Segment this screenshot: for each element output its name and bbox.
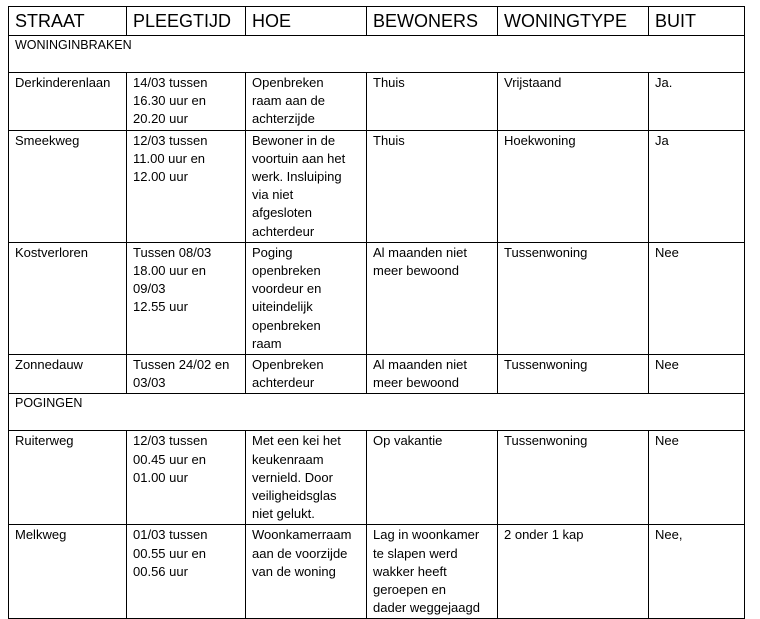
cell-text-line: achterdeur <box>252 223 315 239</box>
cell-text-line: achterdeur <box>252 375 315 391</box>
cell-hoe <box>246 431 367 525</box>
cell-buit <box>649 242 745 354</box>
cell-text-line: 11.00 uur en <box>133 150 206 166</box>
cell-text-line: openbreken <box>252 263 321 279</box>
cell-text-line: 16.30 uur en <box>133 93 207 109</box>
cell-text-line: Nee <box>655 357 679 373</box>
table-row <box>9 355 745 394</box>
cell-text-line: achterzijde <box>252 111 315 127</box>
cell-text-line: 12.00 uur <box>133 169 188 185</box>
header-hoe: HOE <box>246 7 367 36</box>
cell-text-line: dader weggejaagd <box>373 600 480 616</box>
cell-text-line: 00.45 uur en <box>133 451 207 467</box>
cell-buit <box>649 525 745 619</box>
cell-text-line: Bewoner in de <box>252 132 336 148</box>
cell-text-line: meer bewoond <box>373 263 459 279</box>
section-title: WONINGINBRAKEN <box>9 36 745 73</box>
cell-text-line: Tussen 08/03 <box>133 244 212 260</box>
cell-buit <box>649 355 745 394</box>
cell-text-line: Tussenwoning <box>504 433 588 449</box>
cell-pleegtijd <box>127 73 246 131</box>
cell-text-line: 14/03 tussen <box>133 75 208 90</box>
cell-text-line: 01.00 uur <box>133 469 188 485</box>
table-row <box>9 525 745 619</box>
cell-text-line: aan de voorzijde <box>252 545 348 561</box>
cell-woningtype <box>498 355 649 394</box>
cell-text-line: 12.55 uur <box>133 299 188 315</box>
cell-text-line: Melkweg <box>15 527 67 543</box>
cell-text-line: 00.55 uur en <box>133 545 207 561</box>
cell-pleegtijd <box>127 355 246 394</box>
cell-text-line: Woonkamerraam <box>252 527 352 543</box>
cell-pleegtijd <box>127 130 246 242</box>
cell-text-line: 12/03 tussen <box>133 132 208 148</box>
cell-woningtype <box>498 73 649 131</box>
cell-text-line: wakker heeft <box>373 563 447 579</box>
cell-text-line: 18.00 uur en <box>133 263 207 279</box>
cell-text-line: Nee <box>655 244 679 260</box>
cell-text-line: Nee <box>655 433 679 449</box>
cell-hoe <box>246 525 367 619</box>
cell-text-line: voordeur en <box>252 281 322 297</box>
section-title: POGINGEN <box>9 394 745 431</box>
cell-text-line: vernield. Door <box>252 469 333 485</box>
cell-text-line: via niet <box>252 187 294 203</box>
cell-text-line: Tussenwoning <box>504 357 588 373</box>
header-row <box>9 7 745 36</box>
cell-text-line: niet gelukt. <box>252 506 315 522</box>
cell-text-line: meer bewoond <box>373 375 459 391</box>
cell-text-line: te slapen werd <box>373 545 458 561</box>
cell-woningtype <box>498 242 649 354</box>
cell-woningtype <box>498 525 649 619</box>
table-body <box>9 36 745 619</box>
cell-text-line: Tussen 24/02 en <box>133 357 230 373</box>
cell-straat <box>9 355 127 394</box>
table-row <box>9 242 745 354</box>
cell-text-line: openbreken <box>252 317 321 333</box>
cell-text-line: Smeekweg <box>15 132 80 148</box>
cell-bewoners <box>367 431 498 525</box>
cell-text-line: uiteindelijk <box>252 299 313 315</box>
cell-woningtype <box>498 431 649 525</box>
cell-straat <box>9 525 127 619</box>
cell-text-line: Tussenwoning <box>504 244 588 260</box>
cell-straat <box>9 73 127 131</box>
cell-text-line: keukenraam <box>252 451 324 467</box>
cell-text-line: Vrijstaand <box>504 75 562 90</box>
cell-bewoners <box>367 73 498 131</box>
cell-text-line: 09/03 <box>133 281 166 297</box>
cell-text-line: geroepen en <box>373 582 447 598</box>
cell-text-line: 20.20 uur <box>133 111 188 127</box>
cell-straat <box>9 130 127 242</box>
cell-bewoners <box>367 355 498 394</box>
table-row <box>9 431 745 525</box>
cell-text-line: 01/03 tussen <box>133 527 208 543</box>
cell-text-line: Hoekwoning <box>504 132 576 148</box>
cell-woningtype <box>498 130 649 242</box>
cell-text-line: voortuin aan het <box>252 150 346 166</box>
cell-text-line: raam <box>252 335 282 351</box>
header-pleegtijd: PLEEGTIJD <box>127 7 246 36</box>
cell-text-line: 03/03 <box>133 375 166 391</box>
header-buit: BUIT <box>649 7 745 36</box>
cell-text-line: Ja. <box>655 75 673 90</box>
cell-text-line: Openbreken <box>252 75 324 90</box>
cell-pleegtijd <box>127 242 246 354</box>
cell-text-line: 2 onder 1 kap <box>504 527 584 543</box>
cell-straat <box>9 242 127 354</box>
cell-hoe <box>246 130 367 242</box>
cell-text-line: 00.56 uur <box>133 563 188 579</box>
cell-bewoners <box>367 525 498 619</box>
cell-pleegtijd <box>127 525 246 619</box>
cell-text-line: Op vakantie <box>373 433 443 449</box>
cell-hoe <box>246 355 367 394</box>
cell-buit <box>649 130 745 242</box>
table-row <box>9 130 745 242</box>
cell-text-line: afgesloten <box>252 205 312 221</box>
cell-text-line: raam aan de <box>252 93 325 109</box>
section-row <box>9 394 745 431</box>
cell-text-line: Ruiterweg <box>15 433 74 449</box>
cell-text-line: Met een kei het <box>252 433 341 449</box>
cell-straat <box>9 431 127 525</box>
cell-text-line: van de woning <box>252 563 336 579</box>
cell-hoe <box>246 73 367 131</box>
cell-text-line: Poging <box>252 244 293 260</box>
incident-table <box>8 6 745 619</box>
cell-pleegtijd <box>127 431 246 525</box>
header-straat: STRAAT <box>9 7 127 36</box>
cell-text-line: Nee, <box>655 527 683 543</box>
cell-text-line: Openbreken <box>252 357 324 373</box>
cell-text-line: Al maanden niet <box>373 244 467 260</box>
section-row <box>9 36 745 73</box>
cell-text-line: werk. Insluiping <box>252 169 342 185</box>
cell-text-line: Lag in woonkamer <box>373 527 480 543</box>
cell-text-line: Thuis <box>373 132 405 148</box>
cell-bewoners <box>367 130 498 242</box>
cell-text-line: 12/03 tussen <box>133 433 208 449</box>
header-woningtype: WONINGTYPE <box>498 7 649 36</box>
header-bewoners: BEWONERS <box>367 7 498 36</box>
cell-text-line: Derkinderenlaan <box>15 75 111 90</box>
cell-buit <box>649 73 745 131</box>
cell-text-line: Kostverloren <box>15 244 88 260</box>
cell-bewoners <box>367 242 498 354</box>
cell-text-line: Thuis <box>373 75 405 90</box>
cell-buit <box>649 431 745 525</box>
cell-hoe <box>246 242 367 354</box>
table-row <box>9 73 745 131</box>
cell-text-line: veiligheidsglas <box>252 488 337 504</box>
cell-text-line: Al maanden niet <box>373 357 467 373</box>
cell-text-line: Ja <box>655 132 669 148</box>
cell-text-line: Zonnedauw <box>15 357 83 373</box>
